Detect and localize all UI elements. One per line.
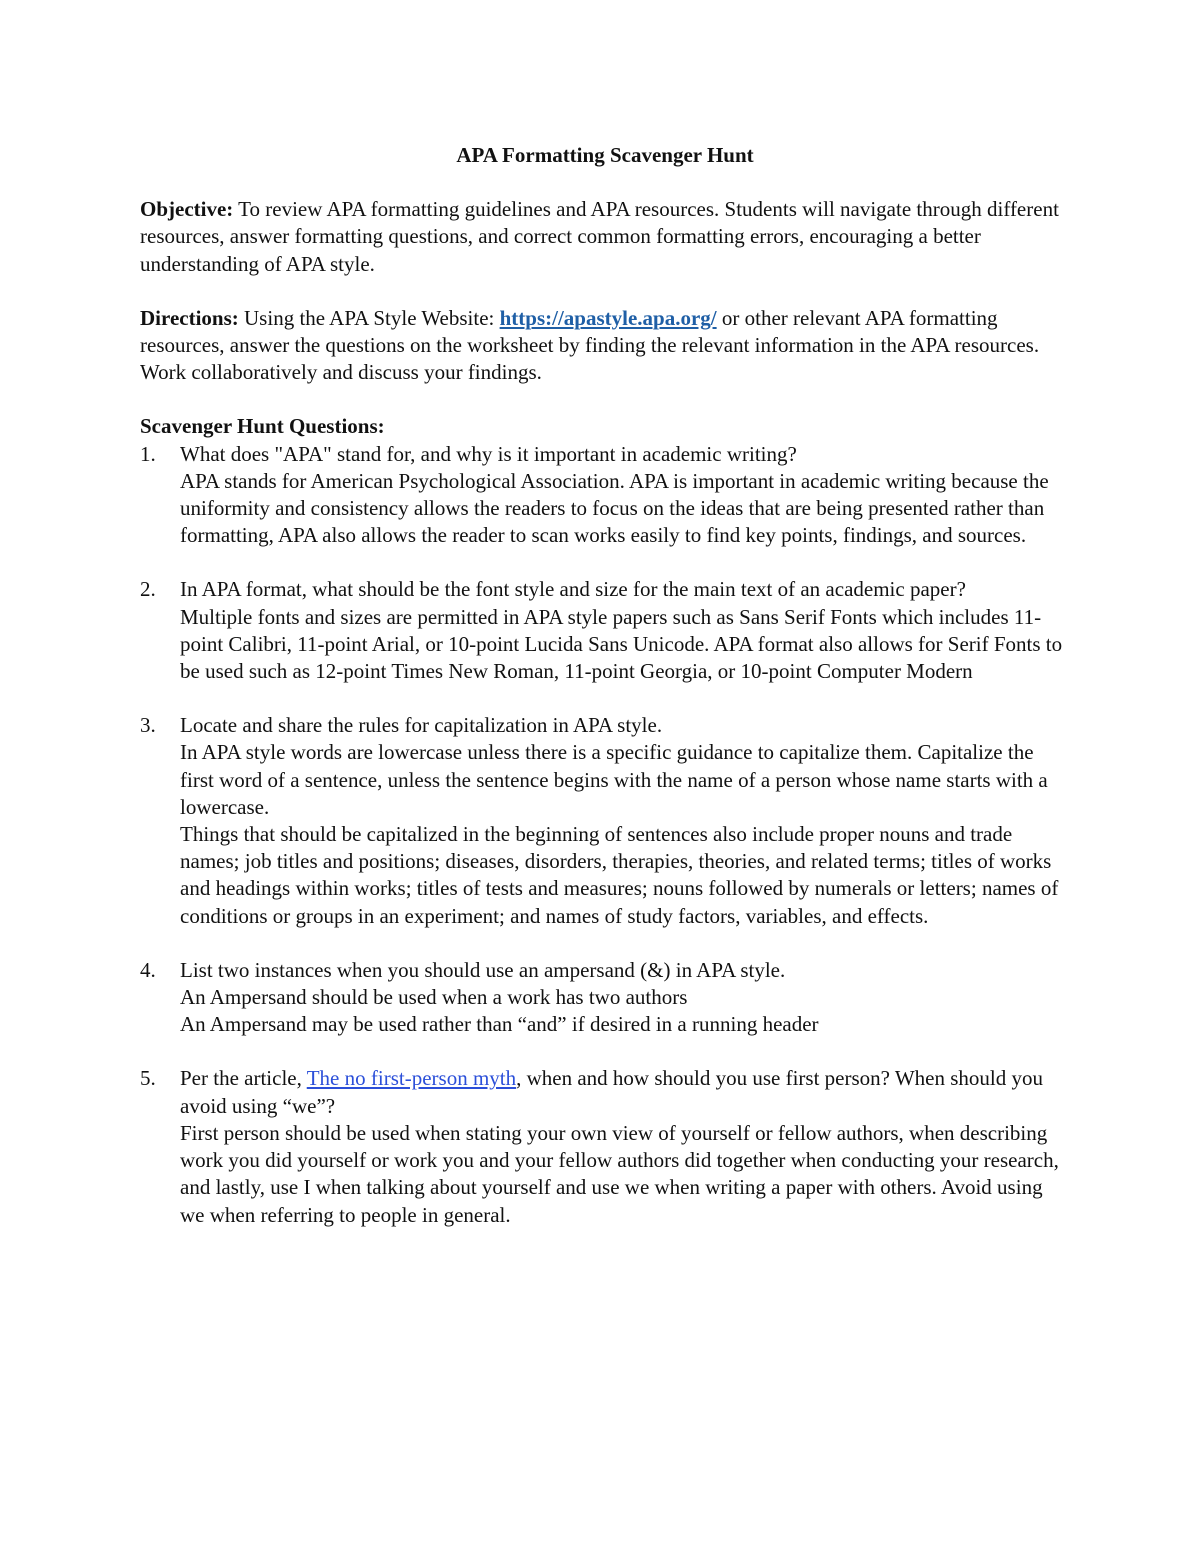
objective-paragraph [140, 196, 1070, 278]
directions-paragraph [140, 305, 1070, 387]
answer-text: Things that should be capitalized in the beginning of sentences also include proper nouns and trade names; job titles and positions; diseases, disorders, therapies, theories, and related terms; titles of works and headings within works; titles of tests and measures; nouns followed by numerals or letters; names of conditions or groups in an experiment; and names of study factors, variables, and effects. [180, 822, 1059, 928]
document-page [140, 142, 1070, 1256]
directions-label: Directions: [140, 305, 239, 330]
objective-label: Objective: [140, 197, 234, 222]
answer-text: An Ampersand should be used when a work has two authors [180, 985, 688, 1010]
question-number: 3. [140, 713, 156, 738]
question-text: Locate and share the rules for capitalization in APA style. [180, 713, 663, 738]
question-number: 2. [140, 577, 156, 602]
question-text [180, 1065, 1070, 1119]
directions-text-before: Using the APA Style Website: [238, 305, 500, 330]
answer-text: In APA style words are lowercase unless there is a specific guidance to capitalize them. Capitalize the first word of a sentence, unless the sentence begins with the name of a person whose name starts with a lowercase. [180, 740, 1048, 819]
directions-text-after: or other relevant APA formatting resources, answer the questions on the worksheet by finding the relevant information in the APA resources. Work collaboratively and discuss your findings. [140, 305, 1040, 385]
page-title: APA Formatting Scavenger Hunt [456, 143, 754, 167]
question-text-before: Per the article, [180, 1066, 307, 1091]
question-number: 5. [140, 1066, 156, 1091]
question-text: What does "APA" stand for, and why is it important in academic writing? [180, 441, 797, 466]
question-item-4 [140, 957, 1070, 1039]
question-number: 4. [140, 957, 156, 982]
answer-text: An Ampersand may be used rather than “and” if desired in a running header [180, 1012, 819, 1037]
answer-text: APA stands for American Psychological Association. APA is important in academic writing because the uniformity and consistency allows the readers to focus on the ideas that are being presented rather than formatting, APA also allows the reader to scan works easily to find key points, findings, and sources. [180, 468, 1049, 548]
answer-text: Multiple fonts and sizes are permitted in APA style papers such as Sans Serif Fonts which includes 11-point Calibri, 11-point Arial, or 10-point Lucida Sans Unicode. APA format also allows for Serif Fonts to be used such as 12-point Times New Roman, 11-point Georgia, or 10-point Computer Modern [180, 604, 1063, 684]
answer-text: First person should be used when stating your own view of yourself or fellow authors, when describing work you did yourself or work you and your fellow authors did together when conducting your research, and lastly, use I when talking about yourself and use we when writing a paper with others. Avoid using we when referring to people in general. [180, 1120, 1059, 1227]
question-number: 1. [140, 441, 156, 466]
apastyle-link[interactable]: https://apastyle.apa.org/ [499, 305, 717, 330]
questions-list [140, 441, 1070, 1229]
question-item-5 [140, 1065, 1070, 1228]
first-person-myth-link[interactable]: The no first-person myth [306, 1066, 517, 1091]
question-item-1 [140, 441, 1070, 550]
objective-text: To review APA formatting guidelines and APA resources. Students will navigate through different resources, answer formatting questions, and correct common formatting errors, encouraging a better understanding of APA style. [140, 197, 1059, 276]
question-item-2 [140, 576, 1070, 685]
question-text: List two instances when you should use an ampersand (&) in APA style. [180, 957, 786, 982]
question-text-after: , when and how should you use first person? When should you avoid using “we”? [180, 1066, 1043, 1118]
question-text: In APA format, what should be the font style and size for the main text of an academic paper? [180, 577, 966, 602]
question-item-3 [140, 712, 1070, 930]
questions-heading: Scavenger Hunt Questions: [140, 414, 385, 439]
